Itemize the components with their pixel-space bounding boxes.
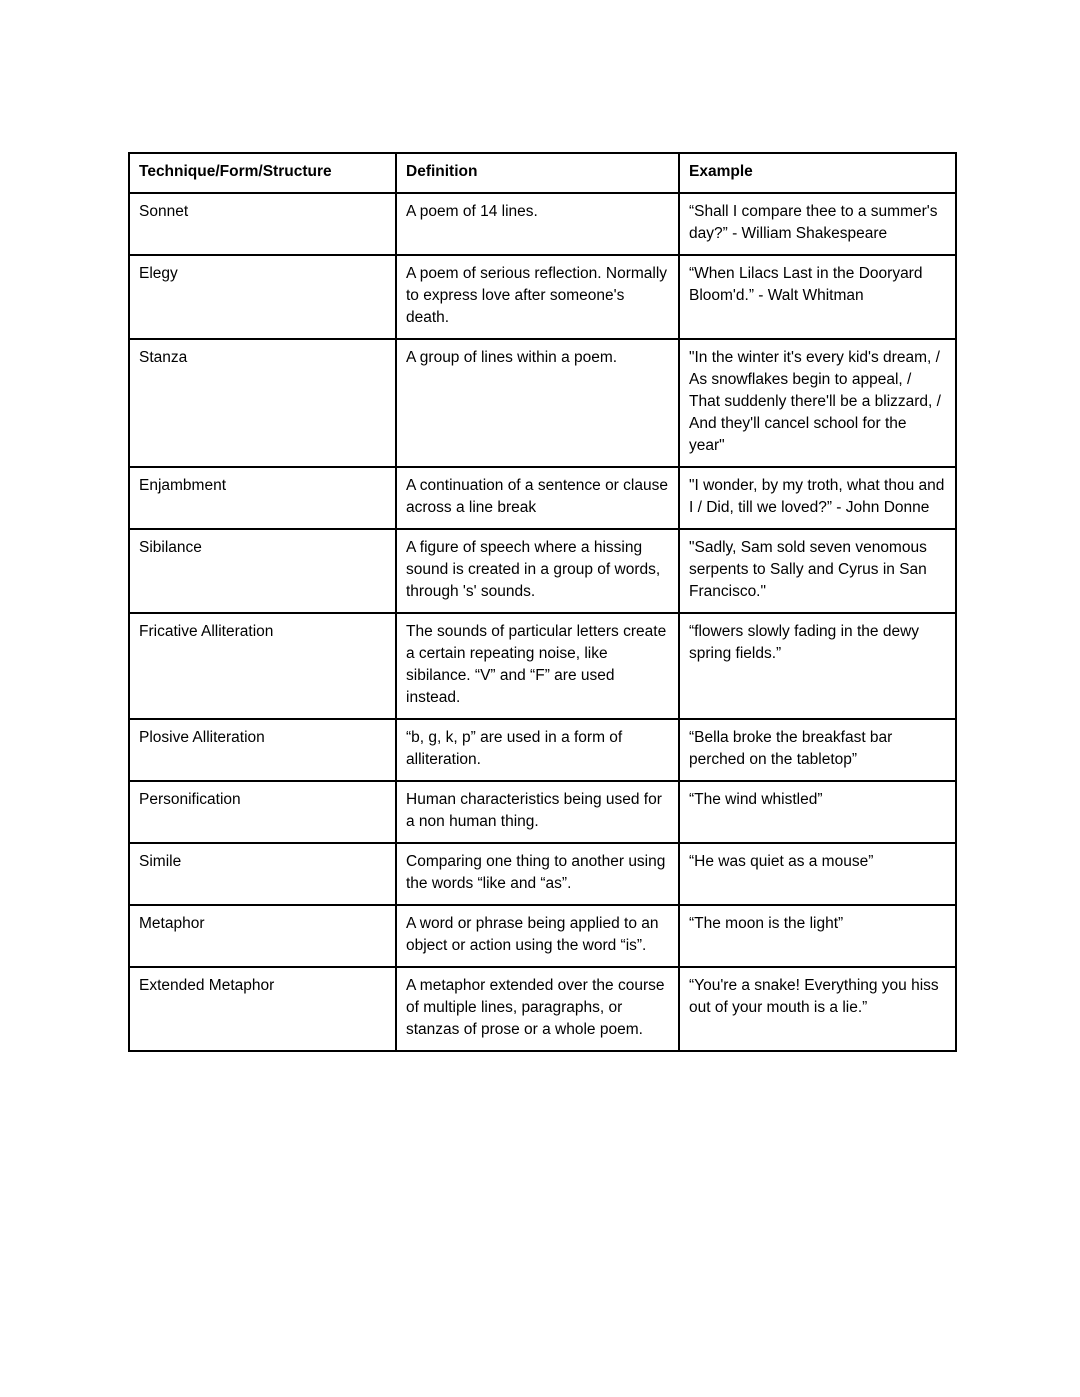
cell-example: “Bella broke the breakfast bar perched on the tabletop”: [679, 719, 956, 781]
cell-example: "In the winter it's every kid's dream, / As snowflakes begin to appeal, / That suddenly there'll be a blizzard, / And they'll cancel school for the year": [679, 339, 956, 467]
header-row: [129, 153, 956, 193]
cell-technique: Elegy: [129, 255, 396, 339]
table-row: [129, 843, 956, 905]
cell-example: “He was quiet as a mouse”: [679, 843, 956, 905]
header-cell-definition: Definition: [396, 153, 679, 193]
table-row: [129, 467, 956, 529]
cell-example: “You're a snake! Everything you hiss out of your mouth is a lie.”: [679, 967, 956, 1051]
table-row: [129, 255, 956, 339]
cell-definition: Comparing one thing to another using the words “like and “as”.: [396, 843, 679, 905]
cell-technique: Stanza: [129, 339, 396, 467]
cell-technique: Metaphor: [129, 905, 396, 967]
cell-technique: Sibilance: [129, 529, 396, 613]
cell-example: "Sadly, Sam sold seven venomous serpents to Sally and Cyrus in San Francisco.": [679, 529, 956, 613]
cell-example: “The wind whistled”: [679, 781, 956, 843]
table-row: [129, 613, 956, 719]
cell-definition: A poem of serious reflection. Normally to express love after someone's death.: [396, 255, 679, 339]
cell-example: “The moon is the light”: [679, 905, 956, 967]
cell-example: “When Lilacs Last in the Dooryard Bloom'd.” - Walt Whitman: [679, 255, 956, 339]
cell-example: “flowers slowly fading in the dewy spring fields.”: [679, 613, 956, 719]
table-row: [129, 719, 956, 781]
cell-definition: A group of lines within a poem.: [396, 339, 679, 467]
table-row: [129, 339, 956, 467]
cell-technique: Fricative Alliteration: [129, 613, 396, 719]
cell-definition: The sounds of particular letters create a certain repeating noise, like sibilance. “V” and “F” are used instead.: [396, 613, 679, 719]
table-row: [129, 193, 956, 255]
table-row: [129, 529, 956, 613]
cell-technique: Enjambment: [129, 467, 396, 529]
cell-technique: Plosive Alliteration: [129, 719, 396, 781]
cell-definition: A metaphor extended over the course of multiple lines, paragraphs, or stanzas of prose or a whole poem.: [396, 967, 679, 1051]
cell-definition: A continuation of a sentence or clause across a line break: [396, 467, 679, 529]
cell-example: "I wonder, by my troth, what thou and I / Did, till we loved?” - John Donne: [679, 467, 956, 529]
cell-technique: Extended Metaphor: [129, 967, 396, 1051]
table-row: [129, 905, 956, 967]
cell-definition: “b, g, k, p” are used in a form of alliteration.: [396, 719, 679, 781]
table-row: [129, 781, 956, 843]
cell-definition: A figure of speech where a hissing sound is created in a group of words, through 's' sounds.: [396, 529, 679, 613]
cell-technique: Sonnet: [129, 193, 396, 255]
header-cell-example: Example: [679, 153, 956, 193]
cell-technique: Simile: [129, 843, 396, 905]
header-cell-technique: Technique/Form/Structure: [129, 153, 396, 193]
cell-definition: A poem of 14 lines.: [396, 193, 679, 255]
cell-definition: Human characteristics being used for a non human thing.: [396, 781, 679, 843]
table-row: [129, 967, 956, 1051]
cell-example: “Shall I compare thee to a summer's day?” - William Shakespeare: [679, 193, 956, 255]
cell-definition: A word or phrase being applied to an object or action using the word “is”.: [396, 905, 679, 967]
poetic-techniques-table: [128, 152, 957, 1052]
cell-technique: Personification: [129, 781, 396, 843]
